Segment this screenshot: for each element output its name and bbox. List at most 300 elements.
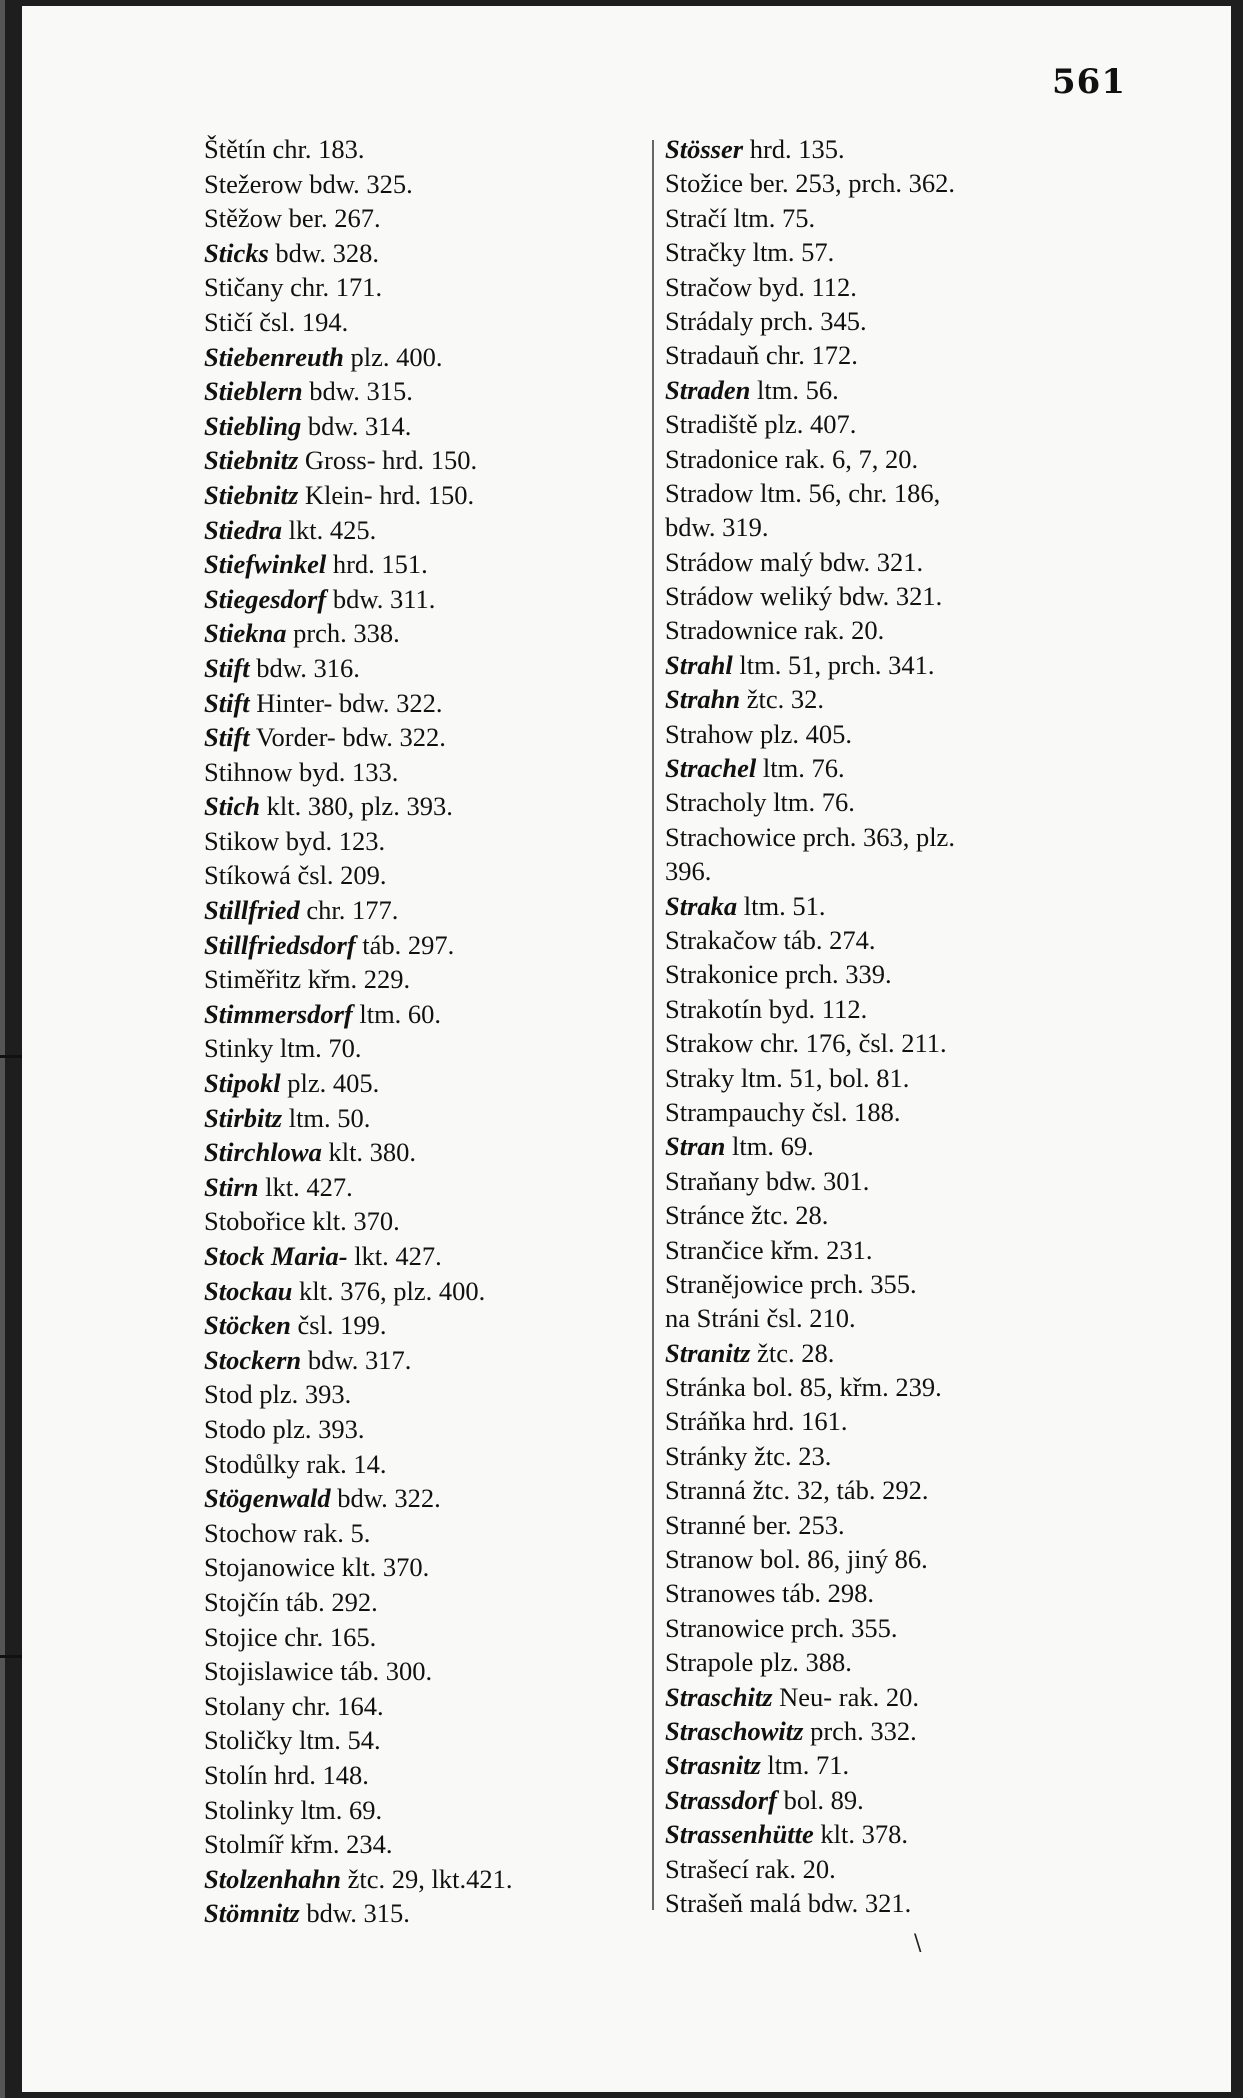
index-entry [204, 132, 644, 167]
entry-place-name: Stiefwinkel [204, 549, 327, 580]
entry-reference: 396. [665, 856, 712, 887]
entry-reference: žtc. 29, lkt.421. [347, 1863, 513, 1894]
entry-reference: ltm. 50. [288, 1102, 371, 1133]
index-entry [665, 166, 1225, 200]
entry-place-name: Stikow [204, 825, 280, 856]
entry-place-name: Stiebnitz [204, 479, 299, 510]
entry-place-name: Stranné [665, 1509, 746, 1540]
entry-place-name: Straschitz [665, 1681, 773, 1712]
entry-place-name: Stránky [665, 1440, 748, 1471]
entry-reference: bdw. 316. [256, 652, 360, 683]
entry-reference: táb. 292. [285, 1586, 378, 1617]
entry-reference: křm. 231. [770, 1234, 873, 1265]
entry-reference: bdw. 325. [309, 168, 413, 199]
entry-place-name: Stranitz [665, 1337, 751, 1368]
entry-reference: chr. 183. [272, 134, 365, 164]
index-entry [665, 889, 1225, 923]
entry-reference: byd. 112. [768, 993, 868, 1024]
index-entry [204, 1550, 644, 1585]
index-entry [204, 1654, 644, 1689]
entry-place-name: Stradownice [665, 615, 798, 646]
entry-place-name: Stösser [665, 134, 744, 164]
entry-place-name: Stračky [665, 237, 746, 268]
entry-reference: ber. 267. [288, 203, 381, 234]
entry-place-name: Stift [204, 722, 250, 753]
entry-reference: čsl. 188. [811, 1096, 901, 1127]
entry-place-name: Stobořice [204, 1206, 306, 1237]
index-entry [665, 648, 1225, 682]
entry-place-name: Stift [204, 652, 250, 683]
entry-reference: ltm. 69. [300, 1794, 383, 1825]
index-entry [665, 785, 1225, 819]
entry-place-name: Stojanowice [204, 1552, 335, 1583]
index-entry [204, 305, 644, 340]
entry-place-name: Straňany [665, 1165, 760, 1196]
entry-place-name: Stihnow [204, 756, 293, 787]
stray-mark: \ [914, 1931, 922, 1956]
entry-place-name: Strasnitz [665, 1750, 761, 1781]
index-entry [665, 442, 1225, 476]
entry-place-name: Stiměřitz [204, 964, 302, 995]
entry-reference: ltm. 51, prch. 341. [739, 649, 935, 680]
entry-place-name: Stránce [665, 1200, 745, 1231]
entry-place-name: Stolmíř [204, 1829, 284, 1860]
entry-reference: klt. 380, plz. 393. [266, 791, 453, 822]
index-entry [665, 338, 1225, 372]
entry-reference: prch. 345. [759, 305, 867, 336]
index-entry [665, 373, 1225, 407]
index-entry [204, 651, 644, 686]
index-entry [204, 1827, 644, 1862]
entry-reference: bdw. 311. [332, 583, 436, 614]
entry-place-name: Stojislawice [204, 1656, 334, 1687]
entry-place-name: Strahow [665, 718, 754, 749]
entry-place-name: Straschowitz [665, 1715, 804, 1746]
entry-reference: hrd. 148. [273, 1759, 369, 1790]
entry-reference: hrd. 151. [332, 549, 428, 580]
entry-reference: malý bdw. 321. [759, 546, 924, 577]
entry-place-name: Strakonice [665, 959, 779, 990]
entry-reference: plz. 400. [350, 341, 443, 372]
entry-place-name: Stranná [665, 1475, 746, 1506]
entry-place-name: Strassdorf [665, 1784, 777, 1815]
entry-place-name: Strassenhütte [665, 1819, 814, 1850]
entry-reference: Gross- hrd. 150. [304, 445, 478, 476]
index-entry [665, 545, 1225, 579]
index-entry [204, 1135, 644, 1170]
entry-place-name: Strampauchy [665, 1096, 805, 1127]
index-entry [204, 686, 644, 721]
entry-reference: ltm. 57. [752, 237, 835, 268]
index-entry [204, 720, 644, 755]
entry-reference: ltm. 70. [279, 1033, 362, 1064]
index-entry [665, 751, 1225, 785]
index-entry [204, 928, 644, 963]
entry-reference: prch. 355. [809, 1268, 917, 1299]
index-entry [665, 1233, 1225, 1267]
index-entry [204, 1481, 644, 1516]
entry-place-name: Stock Maria- [204, 1241, 348, 1271]
index-entry [204, 547, 644, 582]
entry-reference: plz. 393. [272, 1413, 365, 1444]
entry-reference: klt. 376, plz. 400. [298, 1275, 486, 1306]
index-entry [665, 476, 1225, 510]
entry-place-name: Stežerow [204, 168, 303, 199]
index-entry [665, 304, 1225, 338]
entry-reference: rak. 5. [303, 1517, 371, 1548]
index-entry [665, 1714, 1225, 1748]
index-entry [665, 132, 1225, 166]
entry-place-name: Stradauň [665, 340, 760, 371]
entry-reference: byd. 112. [758, 271, 857, 302]
entry-place-name: Stradow [665, 477, 754, 508]
entry-place-name: Stranow [665, 1544, 754, 1575]
index-entry [204, 167, 644, 202]
entry-place-name: Stögenwald [204, 1483, 331, 1514]
entry-place-name: Strahl [665, 649, 733, 680]
entry-reference: Vorder- bdw. 322. [255, 722, 446, 753]
entry-reference: lkt. 425. [288, 514, 377, 545]
entry-place-name: Strachel [665, 753, 757, 784]
entry-place-name: Stolinky [204, 1794, 294, 1825]
index-entry [204, 1066, 644, 1101]
entry-reference: weliký bdw. 321. [759, 581, 943, 612]
index-entry [204, 616, 644, 651]
entry-reference: Klein- hrd. 150. [304, 479, 475, 510]
entry-reference: křm. 234. [290, 1829, 393, 1860]
entry-place-name: Stradiště [665, 409, 758, 440]
entry-reference: malá bdw. 321. [749, 1887, 912, 1918]
entry-reference: táb. 274. [783, 924, 876, 955]
entry-reference: prch. 363, plz. [802, 821, 955, 852]
entry-reference: žtc. 32. [746, 684, 825, 715]
index-entry [204, 1170, 644, 1205]
index-entry [665, 1886, 1225, 1920]
entry-place-name: Stožice [665, 168, 743, 199]
entry-place-name: Stiebenreuth [204, 341, 344, 372]
entry-reference: ltm. 69. [732, 1131, 814, 1162]
index-entry [665, 1611, 1225, 1645]
entry-place-name: Stich [204, 791, 260, 822]
index-entry [204, 1239, 644, 1274]
entry-place-name: Stömnitz [204, 1898, 300, 1929]
index-entry [204, 443, 644, 478]
entry-reference: ltm. 51, bol. 81. [740, 1062, 910, 1093]
index-entry [665, 992, 1225, 1026]
entry-place-name: Stirbitz [204, 1102, 283, 1133]
entry-reference: na Stráni čsl. 210. [665, 1303, 856, 1334]
index-entry [665, 510, 1225, 544]
entry-place-name: Stičany [204, 272, 284, 303]
index-entry [204, 858, 644, 893]
entry-place-name: Stračow [665, 271, 752, 302]
entry-reference: klt. 378. [820, 1819, 908, 1850]
entry-reference: bdw. 319. [665, 512, 769, 543]
index-entry [665, 1095, 1225, 1129]
entry-place-name: Strádow [665, 546, 754, 577]
index-entry [665, 1852, 1225, 1886]
entry-place-name: Stodo [204, 1413, 266, 1444]
index-entry [665, 717, 1225, 751]
entry-place-name: Strachowice [665, 821, 796, 852]
index-entry [204, 1793, 644, 1828]
entry-place-name: Stolín [204, 1759, 268, 1790]
entry-place-name: Stockern [204, 1344, 302, 1375]
entry-place-name: Stojice [204, 1621, 278, 1652]
entry-reference: žtc. 23. [754, 1440, 832, 1471]
index-entry [665, 854, 1225, 888]
entry-place-name: Stolany [204, 1690, 285, 1721]
entry-place-name: Stodůlky [204, 1448, 300, 1479]
index-entry [204, 997, 644, 1032]
index-entry [204, 582, 644, 617]
entry-reference: žtc. 28. [751, 1200, 829, 1231]
index-entry [665, 1198, 1225, 1232]
entry-reference: Hinter- bdw. 322. [256, 687, 443, 718]
index-entry [204, 1343, 644, 1378]
entry-reference: lkt. 427. [265, 1171, 353, 1202]
entry-place-name: Straden [665, 374, 751, 405]
index-entry [204, 201, 644, 236]
entry-reference: bdw. 328. [275, 237, 379, 268]
entry-reference: bol. 85, křm. 239. [752, 1372, 942, 1403]
entry-reference: klt. 370. [341, 1552, 430, 1583]
index-entry [665, 682, 1225, 716]
index-entry [665, 235, 1225, 269]
entry-place-name: Stolzenhahn [204, 1863, 341, 1894]
entry-reference: byd. 133. [298, 756, 399, 787]
entry-reference: plz. 393. [259, 1379, 352, 1410]
entry-reference: chr. 176, čsl. 211. [759, 1028, 947, 1059]
index-entry [665, 579, 1225, 613]
index-entry [204, 409, 644, 444]
entry-reference: žtc. 32, táb. 292. [752, 1475, 929, 1506]
index-entry [665, 1439, 1225, 1473]
entry-reference: byd. 123. [285, 825, 386, 856]
index-entry [665, 1301, 1225, 1335]
entry-reference: rak. 20. [804, 615, 885, 646]
entry-reference: ltm. 54. [298, 1725, 381, 1756]
index-entry [204, 1620, 644, 1655]
entry-reference: chr. 177. [306, 895, 399, 926]
index-entry [204, 1689, 644, 1724]
entry-place-name: Stěžow [204, 203, 283, 234]
entry-reference: rak. 20. [755, 1853, 836, 1884]
index-entry [204, 1101, 644, 1136]
entry-place-name: Štětín [204, 134, 266, 164]
index-entry [665, 1680, 1225, 1714]
index-entry [665, 1267, 1225, 1301]
index-entry [665, 820, 1225, 854]
book-page [22, 6, 1231, 2092]
entry-place-name: Strakačow [665, 924, 777, 955]
entry-reference: bdw. 317. [307, 1344, 412, 1375]
index-entry [665, 201, 1225, 235]
entry-reference: ltm. 71. [767, 1750, 850, 1781]
index-entry [665, 1061, 1225, 1095]
index-entry [204, 1585, 644, 1620]
entry-reference: bdw. 315. [309, 376, 413, 407]
entry-reference: chr. 172. [765, 340, 858, 371]
entry-place-name: Stöcken [204, 1310, 291, 1341]
index-entry [204, 824, 644, 859]
entry-place-name: Stoličky [204, 1725, 293, 1756]
entry-reference: táb. 300. [340, 1656, 433, 1687]
index-entry [204, 1862, 644, 1897]
index-entry [665, 1336, 1225, 1370]
index-entry [204, 1723, 644, 1758]
entry-place-name: Strádow [665, 581, 754, 612]
entry-place-name: Sticks [204, 237, 269, 268]
entry-reference: bdw. 322. [337, 1483, 441, 1514]
entry-reference: hrd. 135. [749, 134, 845, 164]
entry-place-name: Stirchlowa [204, 1137, 322, 1168]
entry-reference: prch. 338. [293, 618, 400, 649]
entry-reference: Neu- rak. 20. [779, 1681, 919, 1712]
entry-place-name: Stracholy [665, 787, 767, 818]
entry-place-name: Stift [204, 687, 250, 718]
entry-reference: ltm. 75. [733, 202, 816, 233]
entry-reference: prch. 355. [790, 1612, 898, 1643]
index-entry [665, 1026, 1225, 1060]
index-entry [204, 1204, 644, 1239]
index-entry [665, 1817, 1225, 1851]
entry-reference: plz. 407. [764, 409, 857, 440]
entry-reference: čsl. 199. [297, 1310, 387, 1341]
entry-reference: čsl. 209. [297, 860, 387, 891]
entry-reference: prch. 339. [784, 959, 892, 990]
entry-place-name: Stiegesdorf [204, 583, 327, 614]
index-entry [204, 340, 644, 375]
index-entry [204, 789, 644, 824]
entry-reference: ltm. 76. [773, 787, 855, 818]
index-entry [665, 1508, 1225, 1542]
entry-reference: bdw. 301. [765, 1165, 870, 1196]
index-entry [204, 1447, 644, 1482]
entry-place-name: Stipokl [204, 1068, 281, 1099]
index-entry [204, 513, 644, 548]
entry-place-name: Stochow [204, 1517, 297, 1548]
index-entry [665, 1370, 1225, 1404]
index-entry [204, 1274, 644, 1309]
index-entry [665, 1404, 1225, 1438]
entry-place-name: Stračí [665, 202, 727, 233]
entry-place-name: Straka [665, 890, 738, 921]
entry-reference: ber. 253, prch. 362. [749, 168, 955, 199]
entry-reference: klt. 370. [312, 1206, 400, 1237]
entry-place-name: Stičí [204, 306, 253, 337]
entry-reference: plz. 405. [759, 718, 852, 749]
entry-place-name: Stockau [204, 1275, 293, 1306]
entry-place-name: Stiedra [204, 514, 283, 545]
entry-reference: chr. 165. [284, 1621, 377, 1652]
entry-place-name: Strádaly [665, 305, 754, 336]
index-entry [204, 1758, 644, 1793]
column-divider [652, 140, 654, 1910]
index-entry [665, 270, 1225, 304]
right-index-column [665, 132, 1225, 1920]
entry-reference: čsl. 194. [259, 306, 349, 337]
index-entry [204, 962, 644, 997]
entry-reference: křm. 229. [307, 964, 411, 995]
index-entry [665, 1748, 1225, 1782]
entry-place-name: Strakotín [665, 993, 763, 1024]
index-entry [665, 923, 1225, 957]
entry-reference: plz. 388. [759, 1647, 852, 1678]
entry-place-name: Stillfried [204, 895, 300, 926]
entry-place-name: Stranějowice [665, 1268, 804, 1299]
entry-reference: bdw. 315. [306, 1898, 410, 1929]
entry-reference: ber. 253. [752, 1509, 845, 1540]
entry-reference: bdw. 314. [307, 410, 412, 441]
index-entry [204, 1896, 644, 1931]
book-spine-shadow [0, 0, 5, 2098]
index-entry [204, 374, 644, 409]
entry-reference: ltm. 56, chr. 186, [759, 477, 941, 508]
entry-place-name: Strašecí [665, 1853, 749, 1884]
entry-reference: rak. 6, 7, 20. [784, 443, 919, 474]
index-entry [665, 957, 1225, 991]
index-entry [665, 613, 1225, 647]
entry-reference: ltm. 60. [359, 998, 442, 1029]
entry-place-name: Stiebling [204, 410, 302, 441]
entry-reference: prch. 332. [810, 1715, 917, 1746]
entry-place-name: Stinky [204, 1033, 274, 1064]
entry-reference: ltm. 56. [757, 374, 839, 405]
index-entry [204, 236, 644, 271]
entry-place-name: Stráňka [665, 1406, 746, 1437]
index-entry [204, 478, 644, 513]
index-entry [204, 1516, 644, 1551]
entry-reference: hrd. 161. [752, 1406, 848, 1437]
entry-reference: rak. 14. [306, 1448, 387, 1479]
entry-place-name: Stran [665, 1131, 726, 1162]
entry-place-name: Stirn [204, 1171, 259, 1202]
index-entry [665, 1542, 1225, 1576]
entry-reference: klt. 380. [328, 1137, 417, 1168]
index-entry [204, 755, 644, 790]
entry-place-name: Stranowes [665, 1578, 776, 1609]
entry-place-name: Strahn [665, 684, 741, 715]
entry-place-name: Stránka [665, 1372, 746, 1403]
index-entry [204, 893, 644, 928]
entry-reference: chr. 164. [291, 1690, 384, 1721]
entry-reference: ltm. 76. [762, 753, 845, 784]
entry-place-name: Stíkowá [204, 860, 291, 891]
entry-reference: žtc. 28. [757, 1337, 835, 1368]
entry-place-name: Strakow [665, 1028, 754, 1059]
entry-place-name: Stranowice [665, 1612, 785, 1643]
entry-reference: chr. 171. [290, 272, 383, 303]
index-entry [204, 1031, 644, 1066]
index-entry [665, 1129, 1225, 1163]
entry-place-name: Stillfriedsdorf [204, 929, 356, 960]
index-entry [665, 1576, 1225, 1610]
index-entry [665, 1164, 1225, 1198]
entry-reference: ltm. 51. [743, 890, 826, 921]
left-index-column [204, 132, 644, 1931]
index-entry [665, 407, 1225, 441]
entry-reference: táb. 297. [362, 929, 455, 960]
entry-place-name: Stod [204, 1379, 253, 1410]
index-entry [204, 1377, 644, 1412]
index-entry [665, 1645, 1225, 1679]
entry-place-name: Stojčín [204, 1586, 280, 1617]
entry-reference: plz. 405. [287, 1068, 380, 1099]
entry-place-name: Stradonice [665, 443, 779, 474]
entry-place-name: Stiekna [204, 618, 287, 649]
entry-reference: bol. 86, jiný 86. [759, 1544, 928, 1575]
